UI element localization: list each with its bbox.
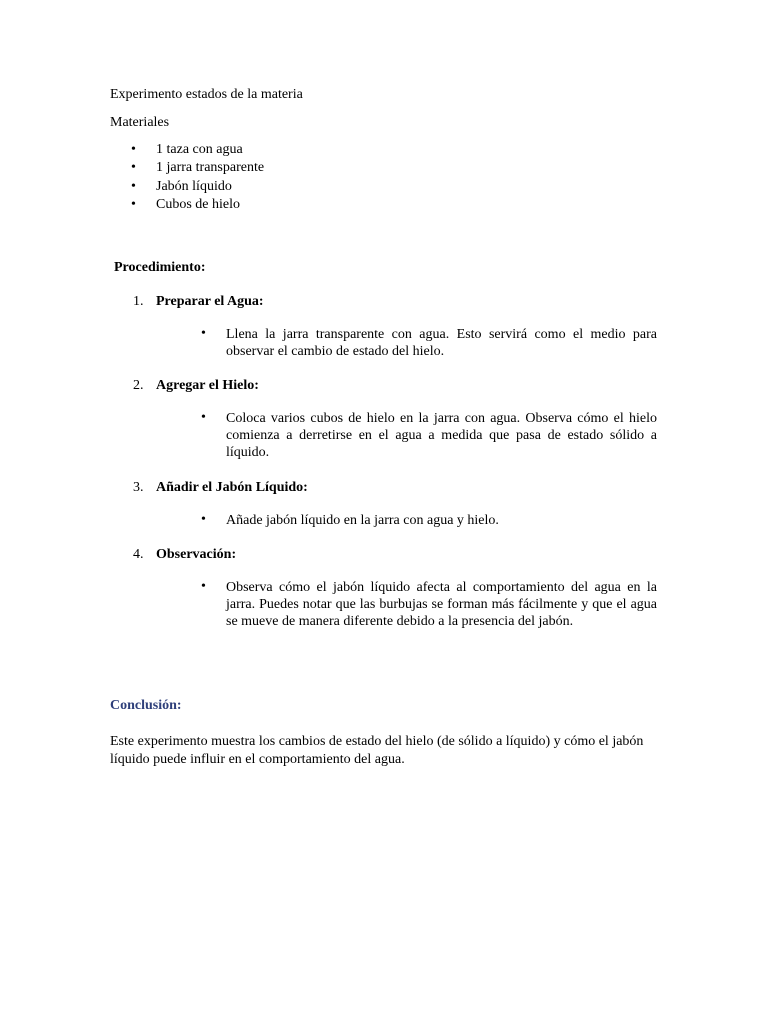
list-item: • 1 jarra transparente <box>0 159 264 177</box>
list-item: • 1 taza con agua <box>0 141 264 159</box>
step-description: Coloca varios cubos de hielo en la jarra con agua. Observa cómo el hielo comienza a derretirse en el agua a medida que pasa de estado sólido a líquido. <box>226 411 657 460</box>
list-item: • Jabón líquido <box>0 178 264 196</box>
document-title: Experimento estados de la materia <box>110 87 303 102</box>
step-title: Preparar el Agua: <box>156 294 264 309</box>
step-title: Añadir el Jabón Líquido: <box>156 480 308 495</box>
materials-list <box>0 141 264 214</box>
step-description: Añade jabón líquido en la jarra con agua y hielo. <box>226 513 499 528</box>
list-item: • Cubos de hielo <box>0 196 264 214</box>
conclusion-text: Este experimento muestra los cambios de estado del hielo (de sólido a líquido) y cómo el jabón líquido puede influir en el comportamiento del agua. <box>110 734 644 767</box>
step-title: Agregar el Hielo: <box>156 378 259 393</box>
bullet-icon: • <box>131 142 136 157</box>
step-number: 3. <box>133 480 144 495</box>
step-description: Llena la jarra transparente con agua. Esto servirá como el medio para observar el cambio de estado del hielo. <box>226 327 657 359</box>
bullet-icon: • <box>201 326 206 341</box>
procedure-heading: Procedimiento: <box>114 260 206 275</box>
bullet-icon: • <box>201 410 206 425</box>
step-number: 4. <box>133 547 144 562</box>
step-description: Observa cómo el jabón líquido afecta al comportamiento del agua en la jarra. Puedes notar que las burbujas se forman más fácilmente y que el agua se mueve de manera diferente debido a la presencia del jabón. <box>226 580 657 629</box>
materials-heading: Materiales <box>110 115 170 130</box>
step-title: Observación: <box>156 547 237 562</box>
step-number: 2. <box>133 378 144 393</box>
bullet-icon: • <box>131 196 136 212</box>
bullet-icon: • <box>201 579 206 594</box>
bullet-icon: • <box>131 160 136 176</box>
bullet-icon: • <box>201 512 206 527</box>
step-number: 1. <box>133 294 144 309</box>
conclusion-heading: Conclusión: <box>110 698 182 713</box>
bullet-icon: • <box>131 178 136 194</box>
